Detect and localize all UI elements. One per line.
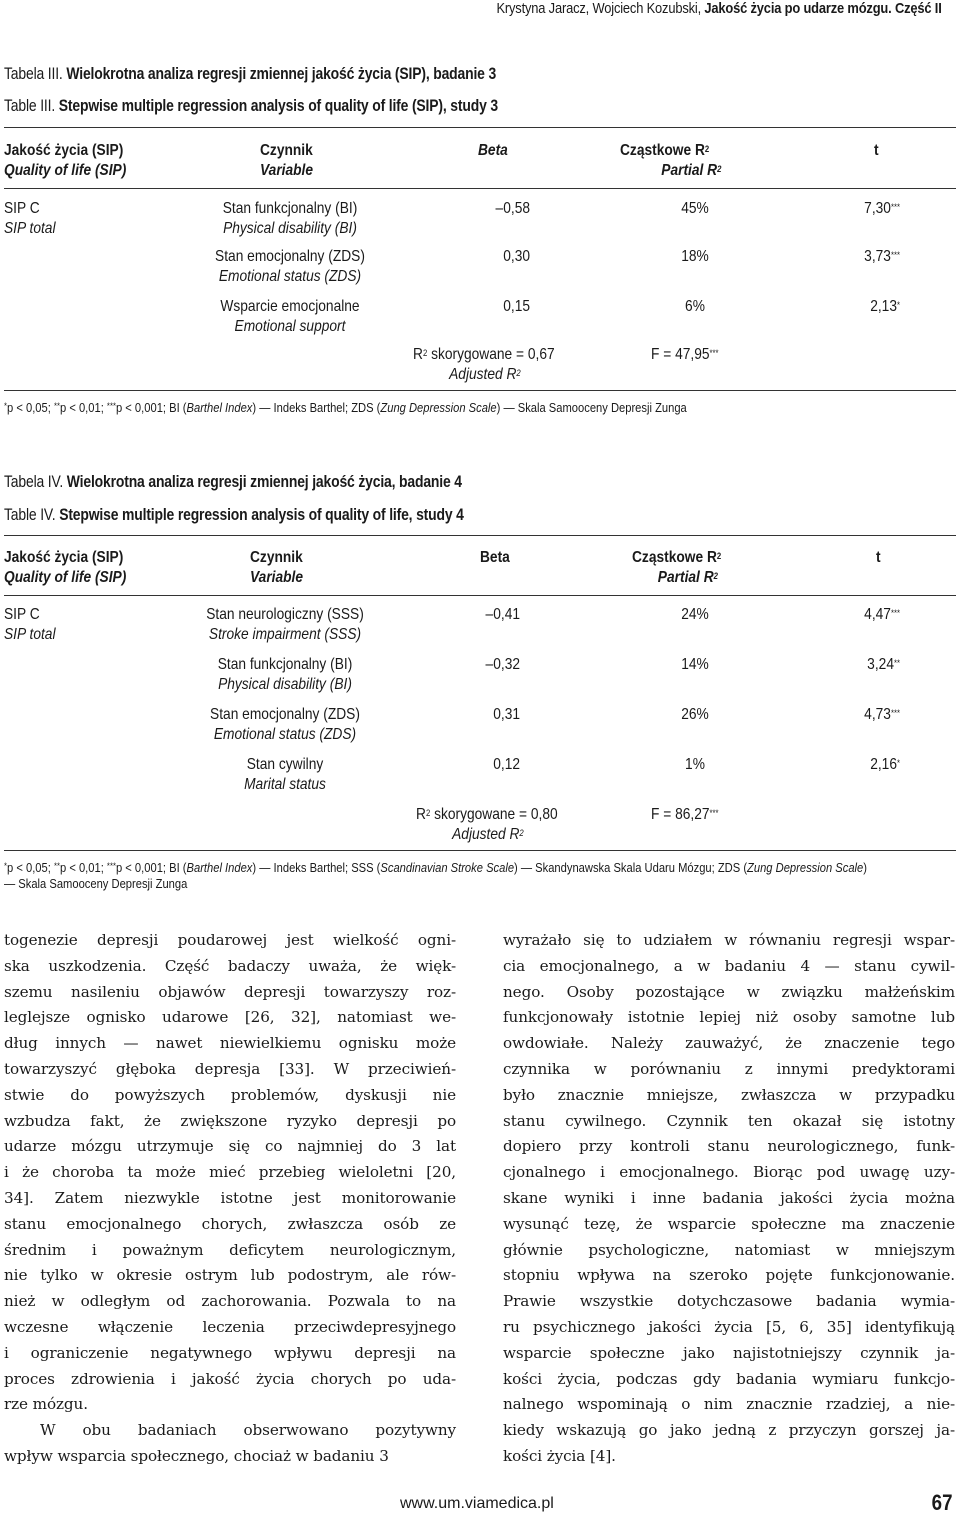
text-line: nie tylko w okresie ostrym lub podostrym, ale rów- <box>4 1266 456 1285</box>
table-3-header-rule <box>4 188 956 189</box>
dependent-variable: SIP C SIP total <box>4 606 56 643</box>
header-quality-of-life: Jakość życia (SIP) Quality of life (SIP) <box>4 142 127 179</box>
text-line: stanu cywilnego. Czynnik ten okazał się istotny <box>503 1111 955 1130</box>
table-row-variable: Wsparcie emocjonalne Emotional support <box>220 298 360 335</box>
text-line: dopiero przy kontroli stanu neurologicznego, funk- <box>503 1137 955 1156</box>
table-row-variable: Stan funkcjonalny (BI) Physical disability (BI) <box>217 656 353 693</box>
header-t: t <box>876 549 881 566</box>
beta-value: –0,41 <box>485 606 520 623</box>
page-number: 67 <box>931 1490 952 1515</box>
beta-value: –0,32 <box>485 656 520 673</box>
text-line: udarze mózgu utrzymuje się co najmniej do 3 lat <box>4 1137 456 1156</box>
text-line: było znacznie mniejsze, zwłaszcza w przypadku <box>503 1085 955 1104</box>
table-3-footnote: *p < 0,05; **p < 0,01; ***p < 0,001; BI (Barthel Index) — Indeks Barthel; ZDS (Zung Depression Scale) — Skala Samooceny Depresji Zunga <box>4 400 687 415</box>
header-partial-r2: Cząstkowe $R^2$ Partial $R^2$ <box>632 549 722 586</box>
beta-value: 0,30 <box>503 248 530 265</box>
text-line: średnim i poważnym deficytem neurologicznym, <box>4 1240 456 1259</box>
header-variable: Czynnik Variable <box>260 142 314 179</box>
partial-r2-value: 24% <box>681 606 709 623</box>
f-statistic: F = 47,95*** <box>651 346 719 363</box>
beta-value: 0,12 <box>493 756 520 773</box>
text-line: cjonalnego i emocjonalnego. Biorąc pod uwagę uzy- <box>503 1163 955 1182</box>
text-line: cia emocjonalnego, a w badaniu 4 — stanu cywil- <box>503 956 955 975</box>
table-4-top-rule <box>4 535 956 536</box>
text-line: stanu emocjonalnego chorych, zwłaszcza osób ze <box>4 1214 456 1233</box>
header-t: t <box>874 142 879 159</box>
header-beta: Beta <box>478 142 508 159</box>
text-line: owdowiałe. Należy zauważyć, że znaczenie tego <box>503 1034 955 1053</box>
table-4-footnote: *p < 0,05; **p < 0,01; ***p < 0,001; BI (Barthel Index) — Indeks Barthel; SSS (Scandinavian Stroke Scale) — Skandynawska Skala Udaru Mózgu; ZDS (Zung Depression Scale) <box>4 860 867 875</box>
table-4-caption-en: Table IV. Stepwise multiple regression analysis of quality of life, study 4 <box>4 505 464 524</box>
partial-r2-value: 18% <box>681 248 709 265</box>
table-4-footnote-line2: — Skala Samooceny Depresji Zunga <box>4 876 188 891</box>
text-line: dług innych — nawet niewielkiemu ognisku może <box>4 1034 456 1053</box>
header-partial-r2: Cząstkowe $R^2$ Partial $R^2$ <box>620 142 722 179</box>
adjusted-r2: $R^2$ skorygowane = 0,67 Adjusted $R^2$ <box>413 346 555 383</box>
header-beta: Beta <box>480 549 510 566</box>
running-header: Krystyna Jaracz, Wojciech Kozubski, Jakość życia po udarze mózgu. Część II <box>496 0 942 17</box>
table-row-variable: Stan cywilny Marital status <box>244 756 326 793</box>
text-line: funkcjonowały istotnie lepiej niż osoby samotne lub <box>503 1008 955 1027</box>
text-line: wpływ wsparcia społecznego, chociaż w badaniu 3 <box>4 1446 389 1465</box>
table-4-bottom-rule <box>4 850 956 851</box>
text-line: stwie do powyższych problemów, dyskusji nie <box>4 1085 456 1104</box>
text-line: towarzyszyć głęboka depresja [33]. W przeciwień- <box>4 1059 456 1078</box>
beta-value: 0,31 <box>493 706 520 723</box>
table-row-variable: Stan emocjonalny (ZDS) Emotional status (ZDS) <box>215 248 365 285</box>
text-line: wczesne włączenie leczenia przeciwdepresyjnego <box>4 1317 456 1336</box>
text-line: ru psychicznego jakości życia [5, 6, 35] identyfikują <box>503 1317 955 1336</box>
dependent-variable: SIP C SIP total <box>4 200 56 237</box>
partial-r2-value: 6% <box>685 298 705 315</box>
partial-r2-value: 26% <box>681 706 709 723</box>
f-statistic: F = 86,27*** <box>651 806 719 823</box>
t-value: 4,47*** <box>864 606 900 623</box>
text-line: skane wyniki i inne badania jakości życia można <box>503 1188 955 1207</box>
text-line: kiedy wskazują go jako jedną z przyczyn gorszej ja- <box>503 1421 955 1440</box>
t-value: 3,73*** <box>864 248 900 265</box>
table-3-caption-pl: Tabela III. Wielokrotna analiza regresji zmiennej jakość życia (SIP), badanie 3 <box>4 64 497 83</box>
t-value: 3,24** <box>867 656 900 673</box>
text-line: i że choroba ta może mieć przebieg wieloletni [20, <box>4 1163 456 1182</box>
text-line: kości życia, podczas gdy badania wymiaru funkcjo- <box>503 1369 955 1388</box>
table-row-variable: Stan funkcjonalny (BI) Physical disability (BI) <box>222 200 358 237</box>
text-line: czynnika w porównaniu z innymi predyktorami <box>503 1059 955 1078</box>
text-line: proces zdrowienia i jakość życia chorych po uda- <box>4 1369 456 1388</box>
text-line: głównie psychologiczne, natomiast w mniejszym <box>503 1240 955 1259</box>
text-line: wzbudza fakt, że zwiększone ryzyko depresji po <box>4 1111 456 1130</box>
table-3-caption-en: Table III. Stepwise multiple regression analysis of quality of life (SIP), study 3 <box>4 96 498 115</box>
text-line: wyrażało się to udziałem w równaniu regresji wspar- <box>503 931 955 949</box>
partial-r2-value: 14% <box>681 656 709 673</box>
partial-r2-value: 45% <box>681 200 709 217</box>
text-line: nież w odległym od zachorowania. Pozwala to na <box>4 1292 456 1311</box>
adjusted-r2: $R^2$ skorygowane = 0,80 Adjusted $R^2$ <box>416 806 558 843</box>
t-value: 4,73*** <box>864 706 900 723</box>
text-line: ska uszkodzenia. Część badaczy uważa, że więk- <box>4 956 456 975</box>
table-4-header-rule <box>4 595 956 596</box>
text-line: nego. Osoby pozostające w związku małżeńskim <box>503 982 955 1001</box>
text-line: i ograniczenie negatywnego wpływu depresji na <box>4 1343 456 1362</box>
text-line: W obu badaniach obserwowano pozytywny <box>40 1421 456 1440</box>
text-line: kości życia [4]. <box>503 1446 616 1465</box>
text-line: Prawie wszystkie dotychczasowe badania wymia- <box>503 1292 955 1311</box>
header-quality-of-life: Jakość życia (SIP) Quality of life (SIP) <box>4 549 127 586</box>
t-value: 2,13* <box>870 298 900 315</box>
beta-value: 0,15 <box>503 298 530 315</box>
text-line: wysunąć tezę, że wsparcie społeczne ma znaczenie <box>503 1214 955 1233</box>
t-value: 7,30*** <box>864 200 900 217</box>
table-row-variable: Stan neurologiczny (SSS) Stroke impairment (SSS) <box>206 606 364 643</box>
table-4-caption-pl: Tabela IV. Wielokrotna analiza regresji zmiennej jakość życia, badanie 4 <box>4 472 462 491</box>
text-line: stopniu wpływa na szeroko pojęte funkcjonowanie. <box>503 1266 955 1285</box>
text-line: nalnego wspominają o nim znacznie rzadziej, a nie- <box>503 1395 955 1414</box>
text-line: rze mózgu. <box>4 1395 88 1414</box>
text-line: leglejsze ognisko udarowe [26, 32], natomiast we- <box>4 1008 456 1027</box>
partial-r2-value: 1% <box>685 756 705 773</box>
body-column-right <box>503 928 955 1470</box>
footer-url[interactable]: www.um.viamedica.pl <box>400 1495 554 1512</box>
text-line: wsparcie społeczne jako najistotniejszy czynnik ja- <box>503 1343 955 1362</box>
text-line: szemu nasileniu objawów depresji towarzyszy roz- <box>4 982 456 1001</box>
table-row-variable: Stan emocjonalny (ZDS) Emotional status (ZDS) <box>210 706 360 743</box>
table-3-top-rule <box>4 127 956 128</box>
body-column-left <box>4 928 456 1470</box>
text-line: togenezie depresji poudarowej jest wielkość ogni- <box>4 931 456 949</box>
header-variable: Czynnik Variable <box>250 549 304 586</box>
text-line: 34]. Zatem niezwykle istotne jest monitorowanie <box>4 1188 456 1207</box>
t-value: 2,16* <box>870 756 900 773</box>
table-3-bottom-rule <box>4 390 956 391</box>
beta-value: –0,58 <box>495 200 530 217</box>
